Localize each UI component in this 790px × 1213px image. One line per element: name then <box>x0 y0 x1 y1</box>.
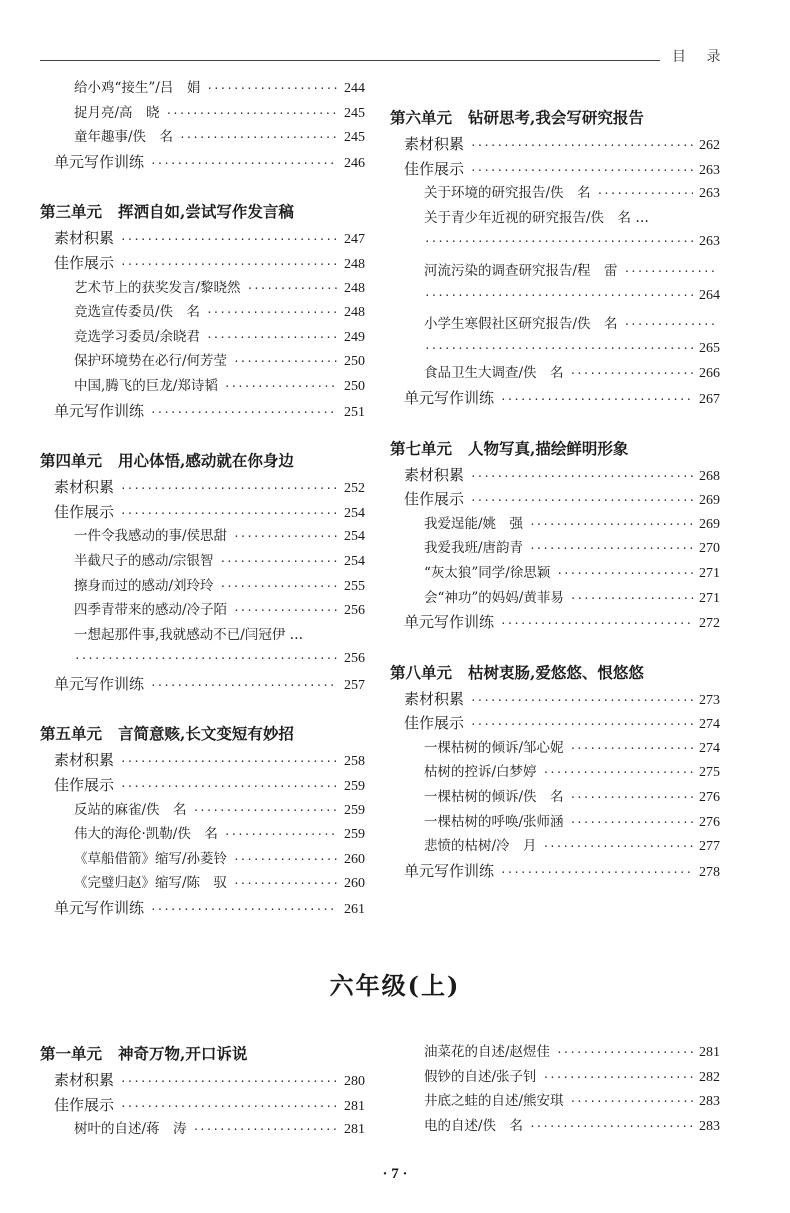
unit-heading[interactable]: 第六单元 钻研思考,我会写研究报告 <box>390 108 644 127</box>
toc-entry[interactable]: 擦身而过的感动/刘玲玲 ····· 255 <box>40 574 365 599</box>
toc-entry-long[interactable]: 小学生寒假社区研究报告/佚 名 ····· <box>390 312 720 337</box>
toc-showcase[interactable]: 佳作展示 ····· 248 <box>40 251 365 276</box>
toc-group-top <box>40 76 365 174</box>
toc-entry[interactable]: 一件令我感动的事/侯思甜 ····· 254 <box>40 524 365 549</box>
toc-entry[interactable]: 一棵枯树的呼唤/张师涵 ····· 276 <box>390 810 720 835</box>
bottom-left-column <box>40 1040 365 1166</box>
toc-entry-long[interactable]: 一想起那件事,我就感动不已/闫冠伊 … <box>74 626 304 643</box>
toc-entry[interactable]: 给小鸡“接生”/吕 娟 ····· 244 <box>40 76 365 101</box>
left-column <box>40 76 365 945</box>
toc-entry[interactable]: 一棵枯树的倾诉/佚 名 ····· 276 <box>390 785 720 810</box>
toc-unit-7 <box>390 435 720 635</box>
toc-entry[interactable]: 我爱我班/唐韵青 ····· 270 <box>390 536 720 561</box>
bottom-right-column <box>390 1040 720 1138</box>
toc-entry-long[interactable]: 河流污染的调查研究报告/程 雷 ····· <box>390 259 720 284</box>
toc-showcase[interactable]: 佳作展示 ····· 254 <box>40 500 365 525</box>
unit-heading[interactable]: 第一单元 神奇万物,开口诉说 <box>40 1044 248 1063</box>
toc-entry[interactable]: 会“神功”的妈妈/黄菲易 ····· 271 <box>390 586 720 611</box>
toc-showcase[interactable]: 佳作展示 ····· 281 <box>40 1093 365 1118</box>
toc-entry[interactable]: 悲愤的枯树/冷 月 ····· 277 <box>390 834 720 859</box>
toc-entry[interactable]: 竞选学习委员/余晓君 ····· 249 <box>40 325 365 350</box>
toc-entry[interactable]: 一棵枯树的倾诉/邹心妮 ····· 274 <box>390 736 720 761</box>
toc-entry[interactable]: 我爱逞能/姚 强 ····· 269 <box>390 512 720 537</box>
toc-training[interactable]: 单元写作训练 ····· 261 <box>40 896 365 921</box>
toc-material[interactable]: 素材积累 ····· 268 <box>390 463 720 488</box>
toc-training[interactable]: 单元写作训练 ····· 246 <box>40 150 365 175</box>
toc-entry[interactable]: 保护环境势在必行/何芳莹 ····· 250 <box>40 349 365 374</box>
toc-entry[interactable]: 井底之蛙的自述/熊安琪 ····· 283 <box>390 1089 720 1114</box>
toc-entry-continuation[interactable]: ····· 265 <box>390 337 720 362</box>
toc-training[interactable]: 单元写作训练 ····· 251 <box>40 399 365 424</box>
toc-showcase[interactable]: 佳作展示 ····· 269 <box>390 487 720 512</box>
toc-entry[interactable]: 《完璧归赵》缩写/陈 驭 ····· 260 <box>40 871 365 896</box>
toc-unit-3 <box>40 198 365 423</box>
toc-entry-long[interactable]: 关于青少年近视的研究报告/佚 名 … <box>424 209 649 226</box>
toc-entry[interactable]: 反站的麻雀/佚 名 ····· 259 <box>40 798 365 823</box>
toc-entry-continuation[interactable]: ····· 263 <box>390 230 720 255</box>
toc-entry[interactable]: “灰太狼”同学/徐思颖 ····· 271 <box>390 561 720 586</box>
toc-showcase[interactable]: 佳作展示 ····· 263 <box>390 157 720 182</box>
unit-heading[interactable]: 第三单元 挥洒自如,尝试写作发言稿 <box>40 202 294 222</box>
toc-training[interactable]: 单元写作训练 ····· 278 <box>390 859 720 884</box>
unit-heading[interactable]: 第四单元 用心体悟,感动就在你身边 <box>40 451 294 471</box>
right-column <box>390 104 720 907</box>
unit-heading[interactable]: 第七单元 人物写真,描绘鲜明形象 <box>390 438 629 458</box>
toc-showcase[interactable]: 佳作展示 ····· 274 <box>390 711 720 736</box>
toc-entry[interactable]: 食品卫生大调查/佚 名 ····· 266 <box>390 361 720 386</box>
toc-entry[interactable]: 树叶的自述/蒋 涛 ····· 281 <box>40 1117 365 1142</box>
toc-material[interactable]: 素材积累 ····· 262 <box>390 132 720 157</box>
toc-entry[interactable]: 捉月亮/高 晓 ····· 245 <box>40 101 365 126</box>
grade-title: 六年级(上) <box>329 971 461 1000</box>
unit-heading[interactable]: 第五单元 言简意赅,长文变短有妙招 <box>40 724 294 744</box>
toc-entry[interactable]: 伟大的海伦·凯勒/佚 名 ····· 259 <box>40 822 365 847</box>
toc-showcase[interactable]: 佳作展示 ····· 259 <box>40 773 365 798</box>
toc-material[interactable]: 素材积累 ····· 280 <box>40 1068 365 1093</box>
page-number: · 7 · <box>382 1166 408 1182</box>
toc-entry[interactable]: 枯树的控诉/白梦婷 ····· 275 <box>390 760 720 785</box>
toc-entry[interactable]: 半截尺子的感动/宗银智 ····· 254 <box>40 549 365 574</box>
toc-entry[interactable]: 关于环境的研究报告/佚 名 ····· 263 <box>390 181 720 206</box>
toc-entry[interactable]: 油菜花的自述/赵煜佳 ····· 281 <box>390 1040 720 1065</box>
toc-material[interactable]: 素材积累 ····· 252 <box>40 475 365 500</box>
toc-material[interactable]: 素材积累 ····· 273 <box>390 687 720 712</box>
toc-training[interactable]: 单元写作训练 ····· 272 <box>390 610 720 635</box>
toc-entry[interactable]: 艺术节上的获奖发言/黎晓然 ····· 248 <box>40 276 365 301</box>
toc-training[interactable]: 单元写作训练 ····· 267 <box>390 386 720 411</box>
toc-entry[interactable]: 假钞的自述/张子钊 ····· 282 <box>390 1065 720 1090</box>
toc-training[interactable]: 单元写作训练 ····· 257 <box>40 672 365 697</box>
unit-heading[interactable]: 第八单元 枯树衷肠,爱悠悠、恨悠悠 <box>390 662 644 682</box>
header-rule <box>40 60 660 61</box>
header-title: 目 录 <box>672 49 729 65</box>
toc-unit-4 <box>40 447 365 696</box>
toc-entry[interactable]: 中国,腾飞的巨龙/郑诗韬 ····· 250 <box>40 374 365 399</box>
toc-unit-5 <box>40 720 365 920</box>
toc-entry[interactable]: 童年趣事/佚 名 ····· 245 <box>40 125 365 150</box>
toc-unit-1 <box>40 1040 365 1142</box>
toc-unit-8 <box>390 659 720 884</box>
toc-entry[interactable]: 竞选宣传委员/佚 名 ····· 248 <box>40 300 365 325</box>
toc-entry[interactable]: 《草船借箭》缩写/孙菱铃 ····· 260 <box>40 847 365 872</box>
toc-entry[interactable]: 四季青带来的感动/冷子陌 ····· 256 <box>40 598 365 623</box>
toc-entry[interactable]: 电的自述/佚 名 ····· 283 <box>390 1114 720 1139</box>
toc-material[interactable]: 素材积累 ····· 258 <box>40 748 365 773</box>
toc-entry-continuation[interactable]: ····· 256 <box>40 647 365 672</box>
toc-entry-continuation[interactable]: ····· 264 <box>390 284 720 309</box>
toc-unit-6 <box>390 104 720 411</box>
toc-material[interactable]: 素材积累 ····· 247 <box>40 226 365 251</box>
